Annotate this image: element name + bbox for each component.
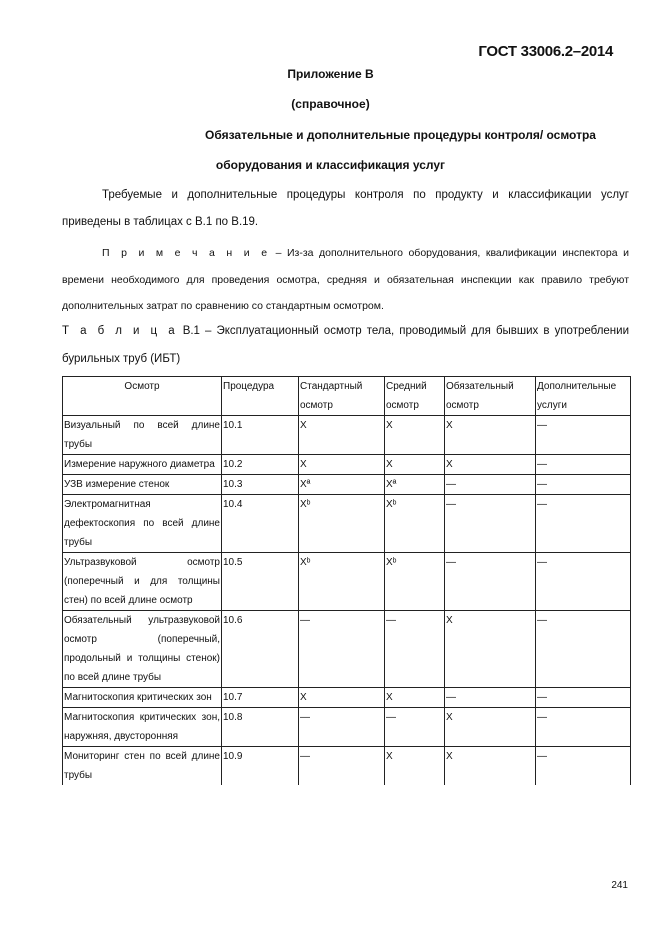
cell-mandatory: — [445, 553, 536, 611]
table-row [63, 475, 631, 495]
cell-additional: — [536, 416, 631, 455]
cell-inspection: УЗВ измерение стенок [63, 475, 222, 495]
cell-mandatory: Х [445, 455, 536, 475]
inspection-table [62, 376, 631, 785]
cell-procedure: 10.7 [222, 688, 299, 708]
table-caption [62, 317, 629, 373]
table-caption-text: В.1 – Эксплуатационный осмотр тела, проводимый для бывших в употреблении бурильных труб (ИБТ) [62, 325, 629, 365]
cell-mandatory: Х [445, 747, 536, 786]
cell-inspection: Магнитоскопия критических зон, наружняя, двусторонняя [63, 708, 222, 747]
cell-inspection: Электромагнитная дефектоскопия по всей длине трубы [63, 495, 222, 553]
cell-procedure: 10.4 [222, 495, 299, 553]
table-row [63, 553, 631, 611]
cell-mandatory: — [445, 475, 536, 495]
cell-procedure: 10.8 [222, 708, 299, 747]
cell-standard: — [299, 611, 385, 688]
cell-standard: Х [299, 416, 385, 455]
note-text: – Из-за дополнительного оборудования, квалификации инспектора и времени необходимого для проведения осмотра, средняя и обязательная инспекции как правило требуют дополнительных затрат по сравнению со стандартным осмотром. [62, 247, 629, 312]
table-row [63, 416, 631, 455]
cell-procedure: 10.5 [222, 553, 299, 611]
cell-medium: Хᵇ [385, 553, 445, 611]
page-number: 241 [611, 880, 628, 891]
table-row [63, 708, 631, 747]
cell-standard: Х [299, 688, 385, 708]
cell-medium: Х [385, 747, 445, 786]
cell-additional: — [536, 553, 631, 611]
header-inspection: Осмотр [63, 377, 222, 416]
standard-number: ГОСТ 33006.2–2014 [478, 43, 613, 60]
header-additional: Дополнительные услуги [536, 377, 631, 416]
cell-procedure: 10.6 [222, 611, 299, 688]
cell-mandatory: — [445, 688, 536, 708]
header-medium: Средний осмотр [385, 377, 445, 416]
cell-standard: — [299, 708, 385, 747]
table-row [63, 455, 631, 475]
note-label: П р и м е ч а н и е [102, 247, 271, 259]
cell-medium: Х [385, 416, 445, 455]
cell-procedure: 10.3 [222, 475, 299, 495]
intro-paragraph [62, 182, 629, 236]
cell-standard: — [299, 747, 385, 786]
header-standard: Стандартный осмотр [299, 377, 385, 416]
cell-inspection: Магнитоскопия критических зон [63, 688, 222, 708]
cell-medium: Хᵇ [385, 495, 445, 553]
cell-medium: Х [385, 455, 445, 475]
cell-additional: — [536, 708, 631, 747]
appendix-title: Приложение В [287, 67, 374, 81]
header-mandatory: Обязательный осмотр [445, 377, 536, 416]
cell-additional: — [536, 495, 631, 553]
cell-standard: Хª [299, 475, 385, 495]
cell-standard: Х [299, 455, 385, 475]
table-row [63, 495, 631, 553]
header-procedure: Процедура [222, 377, 299, 416]
cell-additional: — [536, 455, 631, 475]
appendix-kind: (справочное) [291, 97, 370, 111]
cell-additional: — [536, 475, 631, 495]
cell-additional: — [536, 611, 631, 688]
cell-procedure: 10.1 [222, 416, 299, 455]
cell-inspection: Измерение наружного диаметра [63, 455, 222, 475]
cell-inspection: Визуальный по всей длине трубы [63, 416, 222, 455]
cell-procedure: 10.2 [222, 455, 299, 475]
table-row [63, 611, 631, 688]
appendix-heading-line2: оборудования и классификация услуг [215, 158, 446, 172]
cell-mandatory: Х [445, 416, 536, 455]
table-row [63, 747, 631, 786]
table-row [63, 688, 631, 708]
cell-standard: Хᵇ [299, 495, 385, 553]
appendix-heading-line1: Обязательные и дополнительные процедуры контроля/ осмотра [205, 128, 596, 142]
table-header-row [63, 377, 631, 416]
note-paragraph [62, 240, 629, 320]
intro-text: Требуемые и дополнительные процедуры контроля по продукту и классификации услуг приведены в таблицах с В.1 по В.19. [62, 189, 629, 228]
cell-additional: — [536, 688, 631, 708]
cell-medium: Х [385, 688, 445, 708]
cell-medium: — [385, 708, 445, 747]
cell-medium: — [385, 611, 445, 688]
cell-mandatory: Х [445, 708, 536, 747]
cell-inspection: Мониторинг стен по всей длине трубы [63, 747, 222, 786]
cell-procedure: 10.9 [222, 747, 299, 786]
cell-mandatory: — [445, 495, 536, 553]
cell-additional: — [536, 747, 631, 786]
cell-inspection: Обязательный ультразвуковой осмотр (поперечный, продольный и толщины стенок) по всей длине трубы [63, 611, 222, 688]
table-caption-label: Т а б л и ц а [62, 325, 178, 337]
cell-standard: Хᵇ [299, 553, 385, 611]
cell-medium: Хª [385, 475, 445, 495]
cell-inspection: Ультразвуковой осмотр (поперечный и для толщины стен) по всей длине осмотр [63, 553, 222, 611]
cell-mandatory: Х [445, 611, 536, 688]
